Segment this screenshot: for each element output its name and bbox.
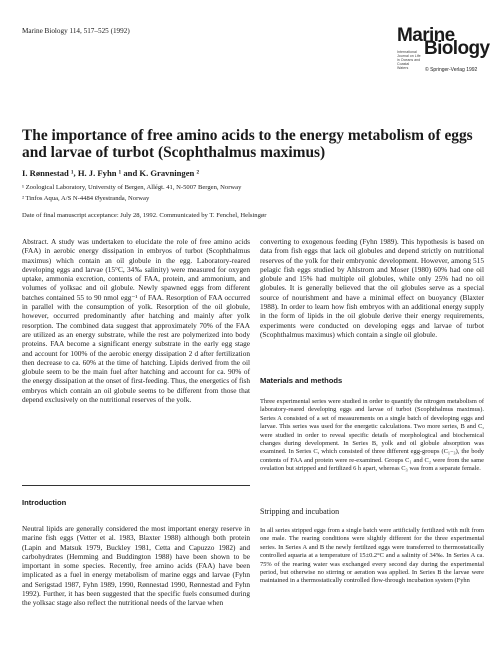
article-title: The importance of free amino acids to the energy metabolism of eggs and larvae of turbot (Scophthalmus maximus) [22, 127, 473, 161]
logo-tagline: International Journal on Life in Oceans and Coastal Waters [397, 50, 421, 70]
section-divider [22, 485, 250, 486]
affiliation-1: ¹ Zoological Laboratory, University of Bergen, Allégt. 41, N-5007 Bergen, Norway [22, 184, 242, 191]
journal-logo [397, 25, 490, 73]
logo-title-line-2: Biology [424, 38, 490, 59]
stripping-text: In all series stripped eggs from a single batch were artificially fertilized with milt from one male. The rearing conditions were slightly different for the three experimental series. In Series A and B the newly fertilized eggs were transferred to thermostatically controlled aquaria at a temperature of 15±0.2°C and a salinity of 34‰. In Series A ca. 75% of the rearing water was exchanged every second day during the experimental period, but otherwise no stirring or aeration was applied. In Series B the larvae were maintained in a thermostatically controlled flow-through incubation system (Fyhn [260, 527, 484, 585]
authors: I. Rønnestad ¹, H. J. Fyhn ¹ and K. Gravningen ² [22, 168, 200, 178]
logo-copyright: © Springer-Verlag 1992 [425, 67, 478, 73]
journal-reference: Marine Biology 114, 517–525 (1992) [22, 27, 130, 35]
methods-heading: Materials and methods [260, 376, 343, 385]
stripping-heading: Stripping and incubation [260, 507, 340, 516]
introduction-continued: converting to exogenous feeding (Fyhn 1989). This hypothesis is based on data from fish eggs that lack oil globules and depend strictly on nutritional reserves of the yolk for their embryonic development. However, among 515 pelagic fish eggs studied by Ahlstrom and Moser (1980) 60% had one oil globule and 15% had multiple oil globules, while only 25% had no oil globules. It is generally believed that the oil globules serve as a special source of nourishment and have a minimal effect on buoyancy (Blaxter 1988). In order to learn how fish embryos with an additional energy supply in the form of lipids in the oil globule derive their energy requirements, experiments were conducted on developing eggs and larvae of turbot (Scophthalmus maximus) which contain a single oil globule. [260, 237, 484, 339]
abstract: Abstract. A study was undertaken to elucidate the role of free amino acids (FAA) in aerobic energy dissipation in embryos of turbot (Scophthalmus maximus) which contain an oil globule in the egg. Laboratory-reared developing eggs and larvae (15°C, 34‰ salinity) were measured for oxygen uptake, ammonia excretion, contents of FAA, protein, and ammonium, and volumes of yolksac and oil globule. Newly spawned eggs from different batches contained 55 to 90 nmol egg⁻¹ of FAA. Resorption of FAA occurred in parallel with the consumption of yolk. Resorption of the oil globule, however, occurred predominantly after hatching and mainly after yolk resorption. The combined data suggest that approximately 70% of the FAA are utilized as an energy substrate, while the rest are polymerized into body proteins. FAA become a significant energy substrate in the early egg stage and account for 100% of the aerobic energy dissipation 2 d after fertilization then decrease to ca. 60% at the time of hatching. Lipids derived from the oil globule seem to be the main fuel after hatching and account for ca. 90% of the energy dissipation at the onset of first-feeding. Thus, the energetics of fish embryos which contain an oil globule seems to be different from those that depend exclusively on the nutritional reserves of the yolk. [22, 237, 250, 405]
introduction-text: Neutral lipids are generally considered the most important energy reserve in marine fish eggs (Vetter et al. 1983, Blaxter 1988) although both protein (Lapin and Matsuk 1979, Buckley 1981, Cetta and Capuzzo 1982) and carbohydrates (Hemming and Buddington 1988) have been shown to be important in some species. Recently, free amino acids (FAA) have been implicated as a fuel in energy metabolism of marine eggs and larvae (Fyhn and Serigstad 1987, Fyhn 1989, 1990, Rønnestad 1990, Rønnestad and Fyhn 1992). Further, it has been suggested that the specific fuels consumed during the yolksac stage also reflect the nutritional needs of the larvae when [22, 524, 250, 608]
affiliation-2: ² Tinfos Aqua, A/S N-4484 Øyestranda, Norway [22, 195, 150, 202]
methods-text: Three experimental series were studied in order to quantify the nitrogen metabolism of laboratory-reared developing eggs and larvae of turbot (Scophthalmus maximus). Series A consisted of a set of measurements on a single batch of developing eggs and larvae. This series was used for the energetic calculations. Two more series, B and C, were studied in order to reveal specific details of morphological and biochemical changes during development. In Series B, yolk and oil globule absorption was examined. In Series C, which consisted of three different egg-groups (C₁₋₃), the body contents of FAA and protein were re-examined. Groups C₁ and C₂ were from the same ovulation but stripped and fertilized 6 h apart, whereas C₃ was from a separate female. [260, 398, 484, 473]
introduction-heading: Introduction [22, 498, 67, 507]
logo-title-line-1: Marine [397, 25, 455, 46]
acceptance-date: Date of final manuscript acceptance: July 28, 1992. Communicated by T. Fenchel, Helsingør [22, 212, 267, 219]
